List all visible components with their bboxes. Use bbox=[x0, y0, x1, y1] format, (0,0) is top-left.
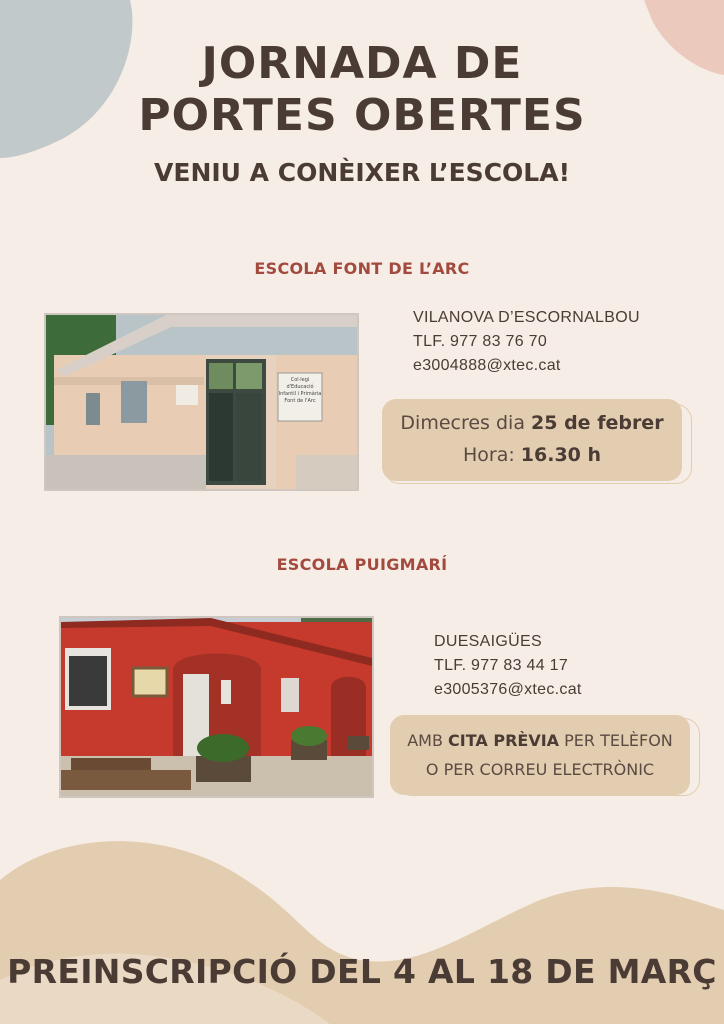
school2-photo bbox=[59, 616, 374, 798]
bottom-wave-decoration bbox=[0, 840, 724, 1024]
school1-name: ESCOLA FONT DE L’ARC bbox=[254, 259, 470, 278]
school1-email: e3004888@xtec.cat bbox=[413, 357, 561, 374]
school1-town: VILANOVA D’ESCORNALBOU bbox=[413, 309, 640, 326]
title-line-2: PORTES OBERTES bbox=[138, 90, 586, 141]
school2-town: DUESAIGÜES bbox=[434, 633, 542, 650]
school2-phone: TLF. 977 83 44 17 bbox=[434, 657, 569, 674]
school1-date: Dimecres dia 25 de febrer bbox=[400, 412, 664, 434]
page-title bbox=[0, 38, 724, 142]
footer-preregistration: PREINSCRIPCIÓ DEL 4 AL 18 DE MARÇ bbox=[7, 952, 717, 991]
school1-contact bbox=[413, 306, 640, 378]
school2-appointment-badge bbox=[390, 715, 690, 795]
school2-note-line1: AMB CITA PRÈVIA PER TELÈFON bbox=[407, 731, 673, 750]
school2-name: ESCOLA PUIGMARÍ bbox=[276, 555, 448, 574]
school1-phone: TLF. 977 83 76 70 bbox=[413, 333, 548, 350]
school2-note-line2: O PER CORREU ELECTRÒNIC bbox=[425, 760, 655, 779]
school2-contact bbox=[434, 630, 582, 702]
school1-time: Hora: 16.30 h bbox=[462, 444, 602, 466]
school1-schedule-badge bbox=[382, 399, 682, 481]
school1-sign: Col·legi d'Educació Infantil i Primària Font de l'Arc bbox=[278, 377, 322, 404]
school1-photo bbox=[44, 313, 359, 491]
title-line-1: JORNADA DE bbox=[201, 38, 523, 89]
school2-email: e3005376@xtec.cat bbox=[434, 681, 582, 698]
school2-building-image bbox=[61, 618, 372, 796]
subtitle: VENIU A CONÈIXER L’ESCOLA! bbox=[154, 158, 570, 187]
